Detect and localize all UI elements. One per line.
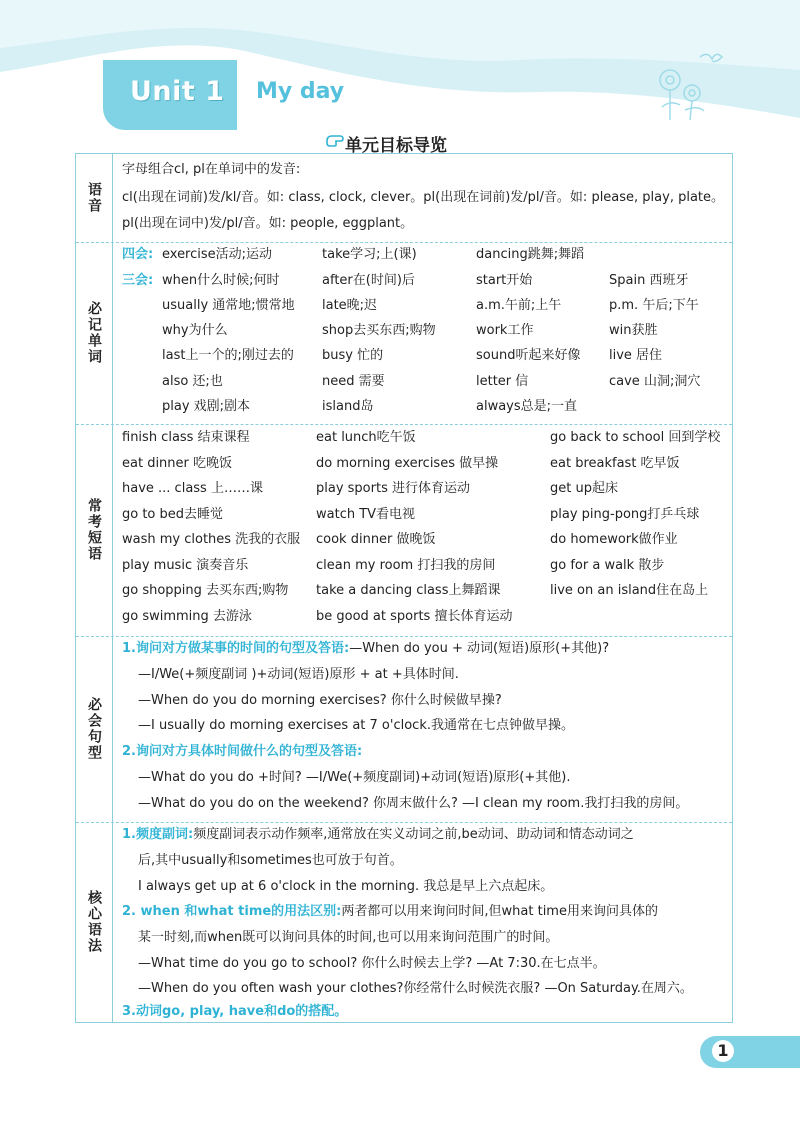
row-label: 常考短语	[76, 424, 113, 636]
sentence-line: —I/We(+频度副词 )+动词(短语)原形 + at +具体时间.	[138, 667, 459, 682]
phrase-item: go back to school 回到学校	[550, 430, 721, 445]
sentence-heading: 2.询问对方具体时间做什么的句型及答语:	[122, 744, 363, 759]
page-number-tab	[700, 1036, 800, 1068]
grammar-line: I always get up at 6 o'clock in the morning. 我总是早上六点起床。	[138, 879, 554, 894]
word-item: Spain 西班牙	[609, 273, 689, 288]
word-item: late晚;迟	[322, 298, 378, 313]
phrase-item: eat lunch吃午饭	[316, 430, 416, 445]
phrase-item: eat breakfast 吃早饭	[550, 456, 680, 471]
word-item: letter 信	[476, 374, 529, 389]
row-label: 必记单词	[76, 242, 113, 424]
row-label: 语音	[76, 154, 113, 242]
phrase-item: finish class 结束课程	[122, 430, 250, 445]
pron-line: pl(出现在词中)发/pl/音。如: people, eggplant。	[122, 216, 414, 231]
word-item: exercise活动;运动	[162, 247, 273, 262]
word-item: play 戏剧;剧本	[162, 399, 251, 414]
word-item: a.m.午前;上午	[476, 298, 562, 313]
pronunciation-row	[76, 154, 732, 243]
word-item: when什么时候;何时	[162, 273, 280, 288]
phrase-item: clean my room 打扫我的房间	[316, 558, 496, 573]
grammar-line: 某一时刻,而when既可以询问具体的时间,也可以用来询问范围广的时间。	[138, 930, 559, 945]
flowers-decoration-icon	[640, 45, 730, 125]
grammar-heading: 2. when 和what time的用法区别:两者都可以用来询问时间,但what time用来询问具体的	[122, 904, 658, 919]
word-item: win获胜	[609, 323, 658, 338]
pron-line: cl(出现在词前)发/kl/音。如: class, clock, clever。pl(出现在词前)发/pl/音。如: please, play, plate。	[122, 190, 725, 205]
phrase-item: go shopping 去买东西;购物	[122, 583, 289, 598]
phrase-item: live on an island住在岛上	[550, 583, 709, 598]
sentence-line: —What do you do +时间? —I/We(+频度副词)+动词(短语)原形(+其他).	[138, 770, 571, 785]
word-item: cave 山洞;洞穴	[609, 374, 701, 389]
word-item: dancing跳舞;舞蹈	[476, 247, 585, 262]
sentence-line: —I usually do morning exercises at 7 o'clock.我通常在七点钟做早操。	[138, 718, 574, 733]
row-label: 必会句型	[76, 636, 113, 822]
grammar-heading: 1.频度副词:频度副词表示动作频率,通常放在实义动词之前,be动词、助动词和情态动词之	[122, 827, 634, 842]
grammar-line: 后,其中usually和sometimes也可放于句首。	[138, 853, 403, 868]
word-item: also 还;也	[162, 374, 223, 389]
phrase-item: go for a walk 散步	[550, 558, 665, 573]
phrase-item: go to bed去睡觉	[122, 507, 224, 522]
word-item: live 居住	[609, 348, 663, 363]
word-item: shop去买东西;购物	[322, 323, 436, 338]
overview-table	[75, 153, 733, 1023]
word-item: take学习;上(课)	[322, 247, 417, 262]
phrase-item: take a dancing class上舞蹈课	[316, 583, 501, 598]
word-item: need 需要	[322, 374, 385, 389]
phrase-item: be good at sports 擅长体育运动	[316, 609, 513, 624]
phrase-item: do morning exercises 做早操	[316, 456, 499, 471]
word-item: p.m. 午后;下午	[609, 298, 699, 313]
words-row	[76, 242, 732, 425]
phrase-item: watch TV看电视	[316, 507, 416, 522]
page-header	[0, 0, 800, 130]
sentence-heading: 1.询问对方做某事的时间的句型及答语:—When do you + 动词(短语)原形(+其他)?	[122, 641, 610, 656]
tag-three-skills: 三会:	[122, 273, 154, 288]
phrase-item: do homework做作业	[550, 532, 678, 547]
section-title: 单元目标导览	[345, 136, 447, 156]
sentence-line: —What do you do on the weekend? 你周末做什么? —I clean my room.我打扫我的房间。	[138, 796, 689, 811]
grammar-heading: 3.动词go, play, have和do的搭配。	[122, 1004, 348, 1019]
row-label: 核心语法	[76, 822, 113, 1022]
phrase-item: play sports 进行体育运动	[316, 481, 470, 496]
phrase-item: wash my clothes 洗我的衣服	[122, 532, 301, 547]
phrase-item: play ping-pong打乒乓球	[550, 507, 700, 522]
phrases-row	[76, 424, 732, 637]
phrase-item: have ... class 上……课	[122, 481, 263, 496]
unit-title: Unit 1	[130, 76, 225, 107]
word-item: island岛	[322, 399, 374, 414]
word-item: last上一个的;刚过去的	[162, 348, 294, 363]
pron-line: 字母组合cl, pl在单词中的发音:	[122, 162, 301, 177]
word-item: sound听起来好像	[476, 348, 581, 363]
word-item: busy 忙的	[322, 348, 384, 363]
page-number: 1	[712, 1040, 734, 1062]
word-item: why为什么	[162, 323, 228, 338]
word-item: after在(时间)后	[322, 273, 415, 288]
word-item: start开始	[476, 273, 533, 288]
phrase-item: go swimming 去游泳	[122, 609, 252, 624]
sentences-row	[76, 636, 732, 823]
word-item: work工作	[476, 323, 534, 338]
phrase-item: cook dinner 做晚饭	[316, 532, 436, 547]
word-item: usually 通常地;惯常地	[162, 298, 295, 313]
grammar-line: —When do you often wash your clothes?你经常什么时候洗衣服? —On Saturday.在周六。	[138, 981, 693, 996]
unit-subtitle: My day	[256, 79, 345, 104]
grammar-row	[76, 822, 732, 1022]
phrase-item: get up起床	[550, 481, 618, 496]
tag-four-skills: 四会:	[122, 247, 154, 262]
grammar-line: —What time do you go to school? 你什么时候去上学? —At 7:30.在七点半。	[138, 956, 606, 971]
phrase-item: play music 演奏音乐	[122, 558, 249, 573]
hand-pointer-icon	[326, 133, 344, 147]
word-item: always总是;一直	[476, 399, 578, 414]
sentence-line: —When do you do morning exercises? 你什么时候做早操?	[138, 693, 502, 708]
phrase-item: eat dinner 吃晚饭	[122, 456, 233, 471]
